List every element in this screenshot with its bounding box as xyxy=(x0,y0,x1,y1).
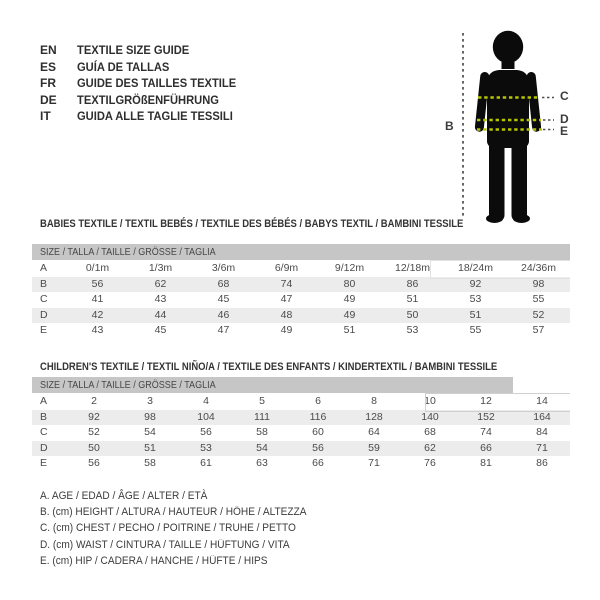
table-cell: 66 xyxy=(480,441,492,454)
table-row xyxy=(32,261,570,277)
table-cell: 111 xyxy=(254,410,270,423)
table-cell: 9/12m xyxy=(334,262,365,274)
table-cell: 63 xyxy=(256,457,268,469)
babies-size-table xyxy=(32,244,570,339)
table-cell: 8 xyxy=(371,395,377,407)
table-cell: 0/1m xyxy=(85,262,110,274)
table-cell: 86 xyxy=(536,457,548,469)
hip-label: E xyxy=(560,124,569,138)
size-header xyxy=(32,244,570,260)
table-cell: 3 xyxy=(147,395,153,407)
table-cell: 71 xyxy=(536,441,548,454)
table-cell: 49 xyxy=(280,324,293,336)
table-cell: 10 xyxy=(424,395,436,407)
measurement-figure xyxy=(440,16,588,230)
language-label: TEXTILGRÖßENFÜHRUNG xyxy=(77,92,219,107)
row-label: C xyxy=(40,293,48,305)
row-label: B xyxy=(40,410,48,423)
legend-item: A. AGE / EDAD / ÂGE / ALTER / ETÀ xyxy=(40,490,208,502)
language-item xyxy=(40,92,248,109)
table-cell: 3/6m xyxy=(211,262,236,274)
table-cell: 80 xyxy=(343,277,356,290)
table-cell: 53 xyxy=(406,324,419,336)
row-label: B xyxy=(40,277,48,290)
table-cell: 54 xyxy=(144,426,156,438)
legend-item: B. (cm) HEIGHT / ALTURA / HAUTEUR / HÖHE / ALTEZZA xyxy=(40,506,307,519)
table-cell: 47 xyxy=(217,324,230,336)
table-cell: 51 xyxy=(144,441,156,454)
table-cell: 54 xyxy=(256,441,268,454)
table-cell: 86 xyxy=(406,277,419,290)
table-cell: 6/9m xyxy=(274,262,299,274)
table-cell: 81 xyxy=(480,457,492,469)
table-cell: 58 xyxy=(256,426,268,438)
table-cell: 56 xyxy=(200,426,212,438)
table-cell: 53 xyxy=(469,293,482,305)
table-cell: 6 xyxy=(315,395,321,407)
table-cell: 62 xyxy=(424,441,436,454)
language-code: IT xyxy=(40,109,51,123)
table-cell: 51 xyxy=(343,324,356,336)
table-cell: 71 xyxy=(368,457,380,469)
language-label: GUIDE DES TAILLES TEXTILE xyxy=(77,76,237,90)
language-item xyxy=(40,42,248,59)
table-cell: 45 xyxy=(217,293,230,305)
language-label: GUÍA DE TALLAS xyxy=(77,59,170,74)
table-cell: 48 xyxy=(280,308,293,321)
row-label: D xyxy=(40,441,48,454)
legend-item: C. (cm) CHEST / PECHO / POITRINE / TRUHE / PETTO xyxy=(40,522,296,535)
table-cell: 53 xyxy=(200,441,212,454)
row-label: A xyxy=(40,262,48,274)
table-cell: 56 xyxy=(312,441,324,454)
table-cell: 98 xyxy=(144,410,156,423)
table-cell: 52 xyxy=(88,426,100,438)
babies-title-text: BABIES TEXTILE / TEXTIL BEBÉS / TEXTILE DES BÉBÉS / BABYS TEXTIL / BAMBINI TESSILE xyxy=(40,218,464,230)
table-cell: 56 xyxy=(88,457,100,469)
table-cell: 43 xyxy=(154,293,167,305)
measurement-legend xyxy=(40,488,330,569)
table-row xyxy=(32,441,570,457)
table-cell: 64 xyxy=(368,426,380,438)
table-cell: 55 xyxy=(532,293,545,305)
table-cell: 58 xyxy=(144,457,156,469)
table-cell: 92 xyxy=(88,410,100,423)
table-cell: 74 xyxy=(280,277,293,290)
table-row xyxy=(32,292,570,308)
table-cell: 45 xyxy=(154,324,167,336)
language-item xyxy=(40,59,248,76)
table-row xyxy=(32,323,570,339)
size-header xyxy=(32,377,570,393)
table-cell: 57 xyxy=(532,324,545,336)
table-cell: 12/18m xyxy=(394,262,431,274)
table-cell: 104 xyxy=(197,410,215,423)
language-item xyxy=(40,75,248,92)
table-cell: 49 xyxy=(343,308,356,321)
table-row xyxy=(32,308,570,324)
table-cell: 61 xyxy=(200,457,212,469)
table-cell: 43 xyxy=(91,324,104,336)
language-code: DE xyxy=(40,92,57,107)
table-cell: 62 xyxy=(154,277,167,290)
table-cell: 140 xyxy=(421,410,439,423)
table-cell: 98 xyxy=(532,277,545,290)
table-cell: 84 xyxy=(536,426,548,438)
language-list xyxy=(40,42,248,125)
table-cell: 59 xyxy=(368,441,380,454)
table-cell: 66 xyxy=(312,457,324,469)
table-body xyxy=(32,261,570,339)
table-cell: 51 xyxy=(469,308,482,321)
size-header-text: SIZE / TALLA / TAILLE / GRÖSSE / TAGLIA xyxy=(40,246,216,258)
row-label: C xyxy=(40,426,48,438)
table-row xyxy=(32,425,570,441)
table-cell: 41 xyxy=(91,293,104,305)
table-cell: 92 xyxy=(469,277,482,290)
legend-item: D. (cm) WAIST / CINTURA / TAILLE / HÜFTUNG / VITA xyxy=(40,538,290,551)
table-row xyxy=(32,456,570,472)
table-cell: 51 xyxy=(406,293,419,305)
table-cell: 52 xyxy=(532,308,545,321)
height-label: B xyxy=(445,119,454,133)
legend-item: E. (cm) HIP / CADERA / HANCHE / HÜFTE / HIPS xyxy=(40,554,268,567)
table-cell: 76 xyxy=(424,457,436,469)
table-cell: 2 xyxy=(91,395,97,407)
table-row xyxy=(32,277,570,293)
row-label: E xyxy=(40,457,48,469)
table-cell: 116 xyxy=(309,410,327,423)
size-header-text: SIZE / TALLA / TAILLE / GRÖSSE / TAGLIA xyxy=(40,379,216,391)
table-cell: 12 xyxy=(480,395,492,407)
row-label: E xyxy=(40,324,48,336)
language-item xyxy=(40,108,248,125)
table-cell: 18/24m xyxy=(457,262,494,274)
table-cell: 1/3m xyxy=(148,262,173,274)
row-label: D xyxy=(40,308,48,321)
table-row xyxy=(32,394,570,410)
table-cell: 152 xyxy=(477,410,495,423)
table-cell: 56 xyxy=(91,277,104,290)
table-cell: 5 xyxy=(259,395,265,407)
table-cell: 46 xyxy=(217,308,230,321)
table-cell: 68 xyxy=(424,426,436,438)
language-label: GUIDA ALLE TAGLIE TESSILI xyxy=(77,109,233,123)
table-cell: 50 xyxy=(88,441,100,454)
table-cell: 44 xyxy=(154,308,167,321)
table-cell: 49 xyxy=(343,293,356,305)
babies-section-title xyxy=(40,218,532,231)
table-cell: 74 xyxy=(480,426,492,438)
language-code: ES xyxy=(40,59,57,74)
table-cell: 14 xyxy=(536,395,548,407)
language-code: FR xyxy=(40,76,56,90)
children-section-title xyxy=(40,361,572,374)
language-code: EN xyxy=(40,43,57,57)
table-cell: 55 xyxy=(469,324,482,336)
table-cell: 128 xyxy=(365,410,383,423)
children-size-table xyxy=(32,377,570,472)
table-cell: 24/36m xyxy=(520,262,557,274)
children-title-text: CHILDREN'S TEXTILE / TEXTIL NIÑO/A / TEXTILE DES ENFANTS / KINDERTEXTIL / BAMBINI TESSILE xyxy=(40,361,498,373)
table-cell: 47 xyxy=(280,293,293,305)
waist-label: D xyxy=(560,112,569,126)
table-row xyxy=(32,410,570,426)
table-cell: 164 xyxy=(533,410,551,423)
chest-label: C xyxy=(560,89,569,103)
row-label: A xyxy=(40,395,48,407)
table-body xyxy=(32,394,570,472)
table-cell: 60 xyxy=(312,426,324,438)
table-cell: 68 xyxy=(217,277,230,290)
table-cell: 50 xyxy=(406,308,419,321)
table-cell: 42 xyxy=(91,308,104,321)
table-cell: 4 xyxy=(203,395,209,407)
language-label: TEXTILE SIZE GUIDE xyxy=(77,43,190,57)
